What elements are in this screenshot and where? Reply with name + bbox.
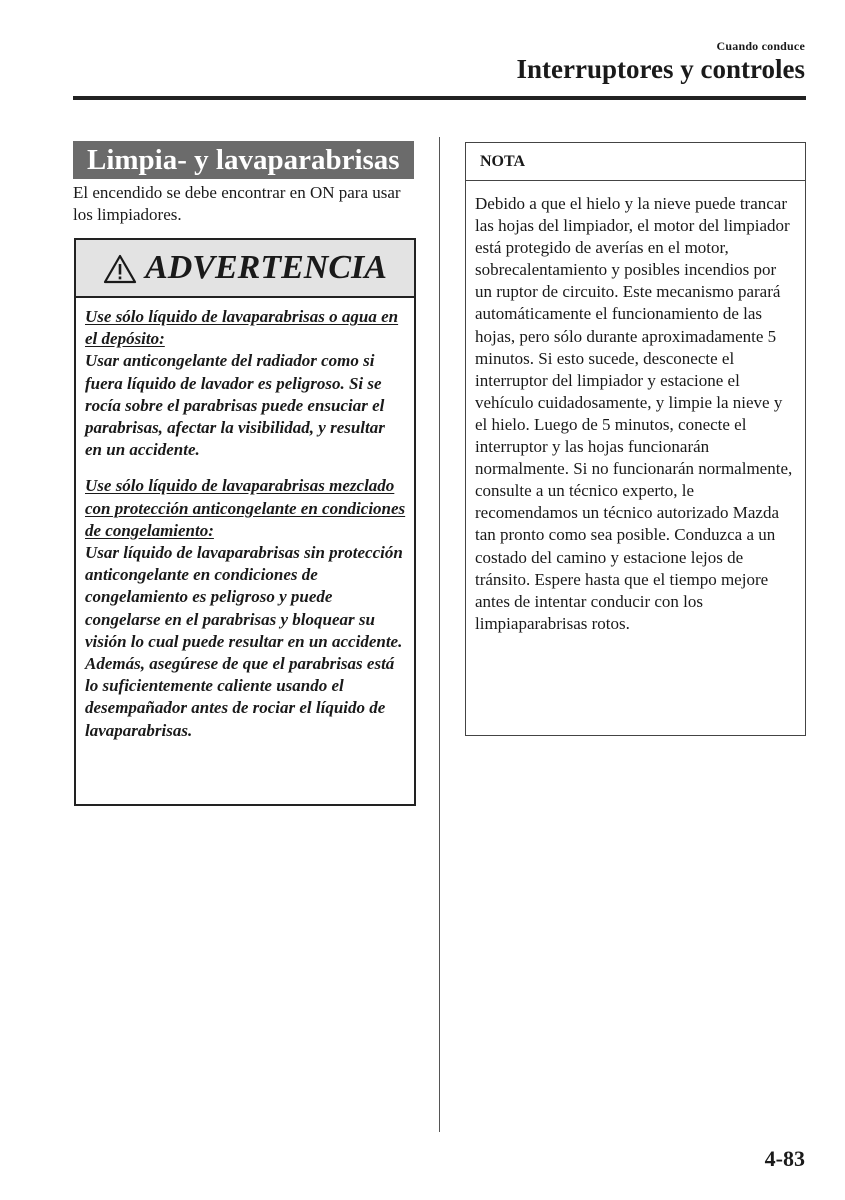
warning-triangle-icon: [103, 254, 137, 284]
warning-p2-heading: Use sólo líquido de lavaparabrisas mezclado con protección anticongelante en condiciones de congelamiento:: [85, 476, 406, 540]
warning-title: ADVERTENCIA: [145, 249, 387, 286]
column-divider: [439, 137, 440, 1132]
warning-body: [76, 298, 414, 742]
intro-text: El encendido se debe encontrar en ON para usar los limpiadores.: [73, 183, 401, 224]
warning-box: [74, 238, 416, 806]
warning-paragraph-2: [85, 475, 406, 741]
warning-header: [76, 240, 414, 298]
warning-paragraph-1: [85, 306, 406, 461]
warning-p2-text: Usar líquido de lavaparabrisas sin protección anticongelante en condiciones de congelamiento es peligroso y puede congelarse en el parabrisas y bloquear su visión lo cual puede resultar en un accidente. Además, asegúrese de que el parabrisas está lo suficientemente caliente usando el desempañador antes de rociar el líquido de lavaparabrisas.: [85, 543, 403, 740]
chapter-label: Cuando conduce: [716, 39, 805, 53]
note-text: Debido a que el hielo y la nieve puede trancar las hojas del limpiador, el motor del limpiador está protegido de averías en el motor, sobrecalentamiento y posibles incendios por un ruptor de circuito. Este mecanismo parará automáticamente el funcionamiento de las hojas, pero sólo durante aproximadamente 5 minutos. Si esto sucede, desconecte el interruptor del limpiador y estacione el vehículo cuidadosamente, y limpie la nieve y el hielo. Luego de 5 minutos, conecte el interruptor y las hojas funcionarán normalmente. Si no funcionarán normalmente, consulte a un técnico experto, le recomendamos un técnico autorizado Mazda tan pronto como sea posible. Conduzca a un costado del camino y estacione lejos de tránsito. Espere hasta que el tiempo mejore antes de intentar conducir con los limpiaparabrisas rotos.: [475, 194, 793, 633]
warning-p1-heading: Use sólo líquido de lavaparabrisas o agua en el depósito:: [85, 307, 399, 349]
page-number: 4-83: [764, 1146, 805, 1171]
page-header-title: Interruptores y controles: [516, 54, 805, 84]
section-title: Limpia- y lavaparabrisas: [73, 141, 414, 179]
note-box: [465, 142, 806, 736]
header-rule: [73, 96, 806, 100]
warning-p1-text: Usar anticongelante del radiador como si fuera líquido de lavador es peligroso. Si se rocía sobre el parabrisas puede ensuciar el parabrisas, afectar la visibilidad, y resultar en un accidente.: [85, 351, 385, 460]
note-title: NOTA: [466, 143, 805, 181]
